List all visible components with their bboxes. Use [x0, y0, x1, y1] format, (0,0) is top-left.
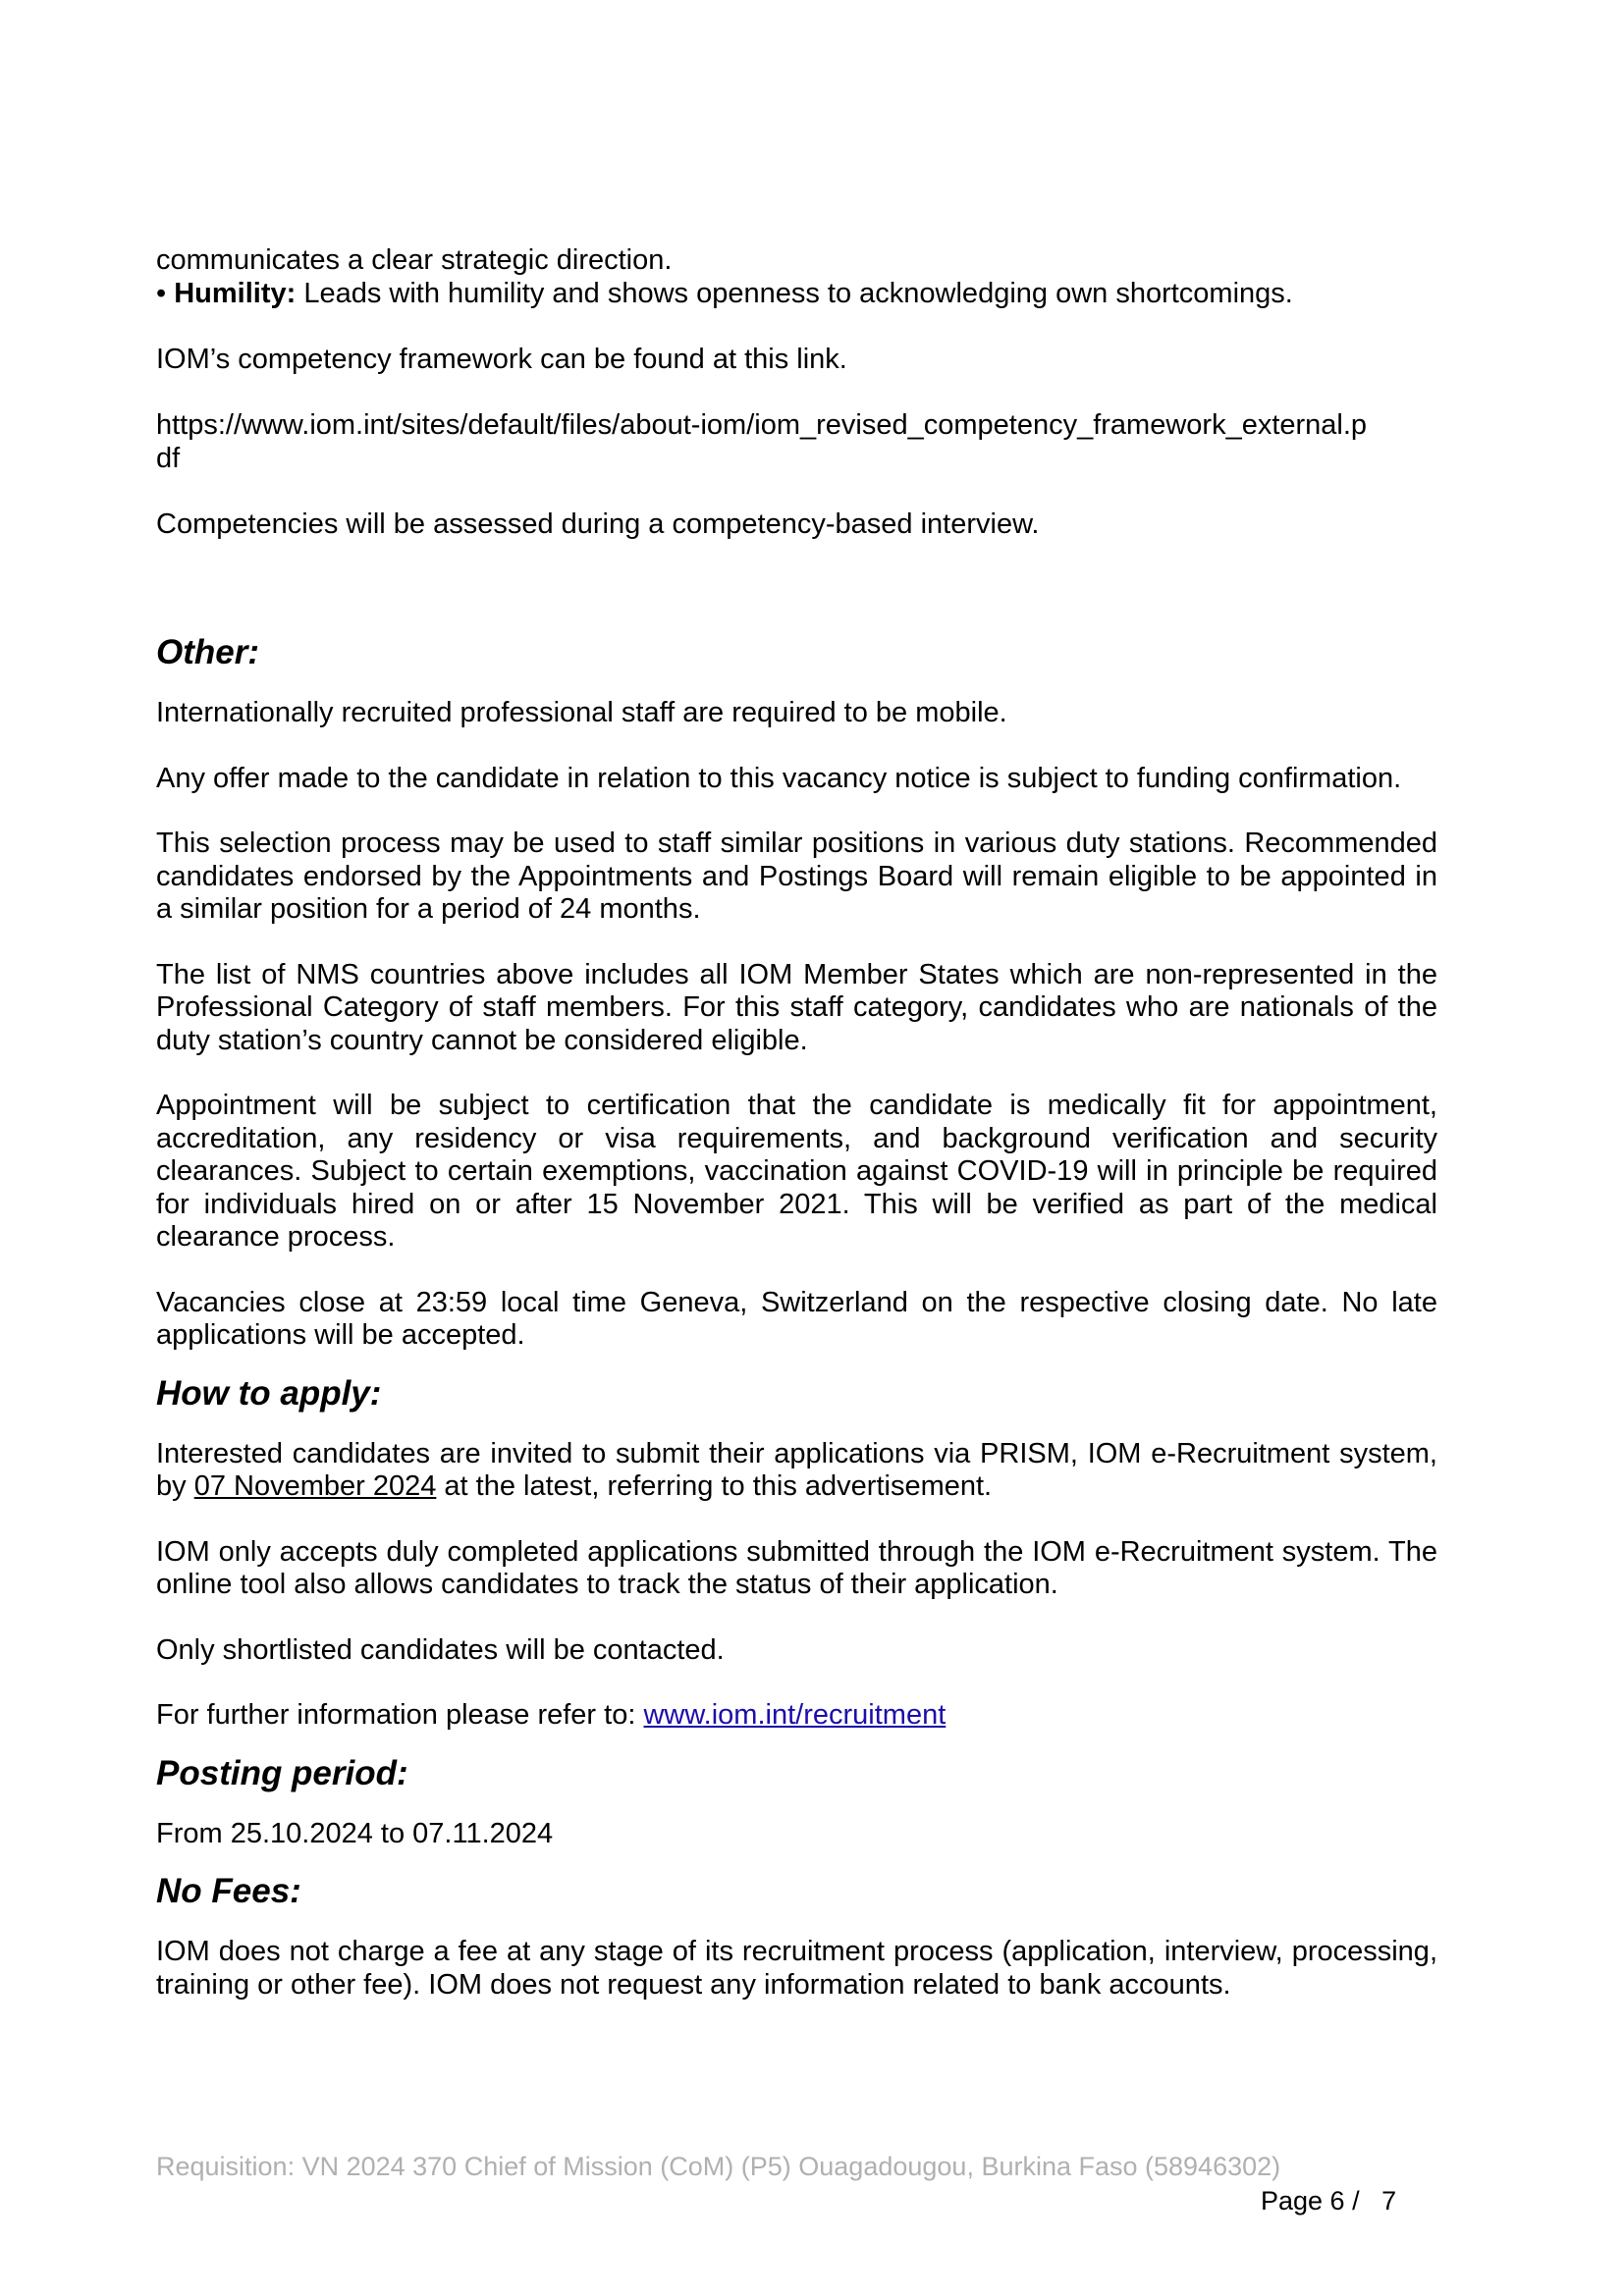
other-p3: This selection process may be used to staff similar positions in various duty stations. Recommended candidates endorsed by the Appointments and Postings Board will remain eligible to be appointed in a similar position for a period of 24 months.: [156, 828, 1437, 925]
other-heading: Other:: [156, 633, 259, 671]
apply-p3: Only shortlisted candidates will be contacted.: [156, 1633, 725, 1666]
strategic-direction-line: communicates a clear strategic direction.: [156, 244, 673, 276]
apply-p1-after: at the latest, referring to this advertisement.: [436, 1470, 993, 1502]
recruitment-link[interactable]: www.iom.int/recruitment: [643, 1699, 947, 1731]
other-p2: Any offer made to the candidate in relation to this vacancy notice is subject to funding confirmation.: [156, 762, 1402, 794]
requisition-footer: Requisition: VN 2024 370 Chief of Mission (CoM) (P5) Ouagadougou, Burkina Faso (58946302): [156, 2152, 1281, 2181]
apply-p2: IOM only accepts duly completed applications submitted through the IOM e-Recruitment system. The online tool also allows candidates to track the status of their application.: [156, 1535, 1437, 1600]
page-number: Page 6 / 7: [1261, 2186, 1397, 2216]
bullet-char: •: [156, 278, 175, 309]
framework-url-line1[interactable]: https://www.iom.int/sites/default/files/about-iom/iom_revised_competency_framework_external.p: [156, 409, 1368, 441]
apply-p4: [156, 1699, 1437, 1733]
closing-date: 07 November 2024: [193, 1470, 437, 1502]
apply-p1-before: Interested candidates are invited to submit their applications via PRISM, IOM e-Recruitment system, by: [156, 1437, 1437, 1502]
other-p1: Internationally recruited professional staff are required to be mobile.: [156, 697, 1007, 728]
no-fees-text: IOM does not charge a fee at any stage of its recruitment process (application, interview, processing, training or other fee). IOM does not request any information related to bank accounts.: [156, 1936, 1437, 2001]
other-p5: Appointment will be subject to certification that the candidate is medically fit for appointment, accreditation, any residency or visa requirements, and background verification and security clearances. Subject to certain exemptions, vaccination against COVID-19 will in principle be required for individuals hired on or after 15 November 2021. This will be verified as part of the medical clearance process.: [156, 1090, 1437, 1253]
how-to-apply-heading: How to apply:: [156, 1373, 382, 1413]
other-p4: The list of NMS countries above includes all IOM Member States which are non-represented in the Professional Category of staff members. For this staff category, candidates who are nationals of the duty station’s country cannot be considered eligible.: [156, 958, 1437, 1056]
no-fees-heading: No Fees:: [156, 1872, 301, 1910]
humility-label: Humility:: [174, 278, 297, 309]
document-body: [156, 243, 1437, 2002]
posting-period-heading: Posting period:: [156, 1753, 408, 1792]
humility-text: Leads with humility and shows openness to acknowledging own shortcomings.: [296, 278, 1293, 309]
humility-bullet: [156, 277, 1437, 310]
apply-p4-before: For further information please refer to:: [156, 1699, 644, 1731]
framework-intro: IOM’s competency framework can be found at this link.: [156, 344, 847, 375]
other-p6: Vacancies close at 23:59 local time Geneva, Switzerland on the respective closing date. No late applications will be accepted.: [156, 1286, 1437, 1351]
apply-p1: [156, 1438, 1437, 1504]
assessment-note: Competencies will be assessed during a competency-based interview.: [156, 508, 1040, 540]
framework-url-line2[interactable]: df: [156, 443, 181, 474]
posting-period-text: From 25.10.2024 to 07.11.2024: [156, 1817, 554, 1849]
